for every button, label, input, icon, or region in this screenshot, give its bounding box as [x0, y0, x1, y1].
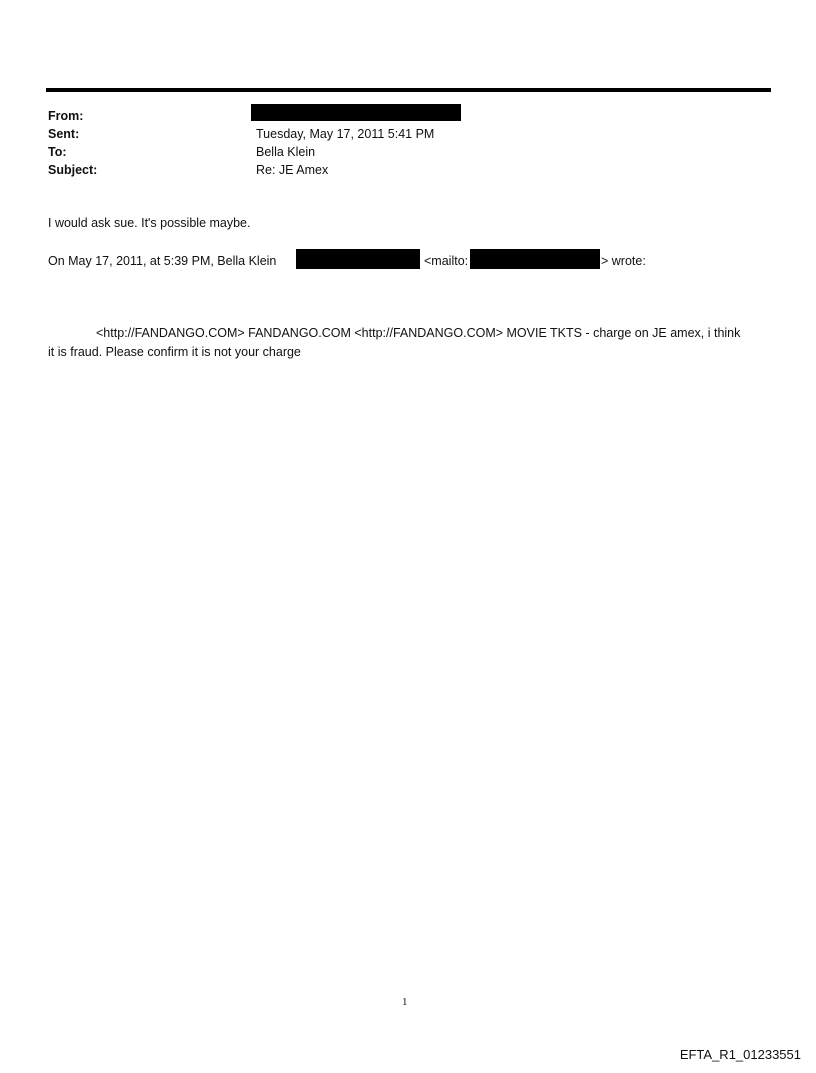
- redacted-email-2: [470, 249, 600, 269]
- reply-text: I would ask sue. It's possible maybe.: [48, 216, 251, 230]
- quoted-message: <http://FANDANGO.COM> FANDANGO.COM <http://FANDANGO.COM> MOVIE TKTS - charge on JE amex, i think it is fraud. Please confirm it is not your charge: [48, 326, 741, 359]
- redacted-email-1: [296, 249, 420, 269]
- from-label: From:: [48, 109, 84, 123]
- header-rule: [46, 88, 771, 92]
- to-label: To:: [48, 145, 67, 159]
- to-value: Bella Klein: [256, 145, 316, 159]
- sent-value: Tuesday, May 17, 2011 5:41 PM: [256, 127, 435, 141]
- quote-intro-prefix: On May 17, 2011, at 5:39 PM, Bella Klein: [48, 254, 277, 268]
- page-number: 1: [402, 996, 408, 1008]
- redacted-sender: [251, 104, 461, 121]
- quote-intro-mailto: <mailto:: [424, 254, 469, 268]
- subject-value: Re: JE Amex: [256, 163, 329, 177]
- quote-intro-suffix: > wrote:: [601, 254, 646, 268]
- subject-label: Subject:: [48, 163, 98, 177]
- sent-label: Sent:: [48, 127, 80, 141]
- bates-number: EFTA_R1_01233551: [679, 1047, 801, 1062]
